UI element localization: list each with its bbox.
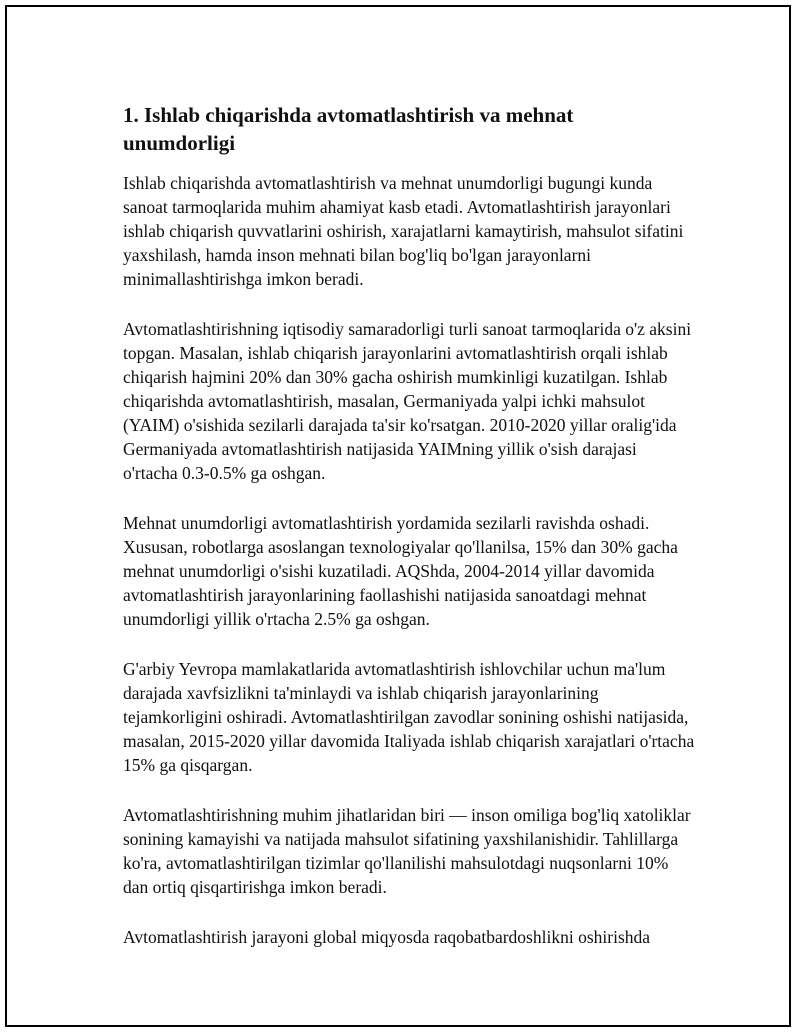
paragraph-3: Mehnat unumdorligi avtomatlashtirish yordamida sezilarli ravishda oshadi. Xususan, robotlarga asoslangan texnologiyalar qo'llanilsa, 15% dan 30% gacha mehnat unumdorligi o'sishi kuzatiladi. AQShda, 2004-2014 yillar davomida avtomatlashtirish jarayonlarining faollashishi natijasida sanoatdagi mehnat unumdorligi yillik o'rtacha 2.5% ga oshgan. bbox=[123, 513, 678, 629]
paragraph-2: Avtomatlashtirishning iqtisodiy samaradorligi turli sanoat tarmoqlarida o'z aksini topgan. Masalan, ishlab chiqarish jarayonlarini avtomatlashtirish orqali ishlab chiqarish hajmini 20% dan 30% gacha oshirish mumkinligi kuzatilgan. Ishlab chiqarishda avtomatlashtirish, masalan, Germaniyada yalpi ichki mahsulot (YAIM) o'sishida sezilarli darajada ta'sir ko'rsatgan. 2010-2020 yillar oralig'ida Germaniyada avtomatlashtirish natijasida YAIMning yillik o'sish darajasi o'rtacha 0.3-0.5% ga oshgan. bbox=[123, 319, 692, 483]
section-heading: 1. Ishlab chiqarishda avtomatlashtirish va mehnat unumdorligi bbox=[123, 103, 574, 155]
paragraph-6: Avtomatlashtirish jarayoni global miqyosda raqobatbardoshlikni oshirishda bbox=[123, 927, 651, 947]
paragraph-1: Ishlab chiqarishda avtomatlashtirish va mehnat unumdorligi bugungi kunda sanoat tarmoqlarida muhim ahamiyat kasb etadi. Avtomatlashtirish jarayonlari ishlab chiqarish quvvatlarini oshirish, xarajatlarni kamaytirish, mahsulot sifatini yaxshilash, hamda inson mehnati bilan bog'liq bo'lgan jarayonlarni minimallashtirishga imkon beradi. bbox=[123, 173, 684, 289]
paragraph-4: G'arbiy Yevropa mamlakatlarida avtomatlashtirish ishlovchilar uchun ma'lum darajada xavfsizlikni ta'minlaydi va ishlab chiqarish jarayonlarining tejamkorligini oshiradi. Avtomatlashtirilgan zavodlar sonining oshishi natijasida, masalan, 2015-2020 yillar davomida Italiyada ishlab chiqarish xarajatlari o'rtacha 15% ga qisqargan. bbox=[123, 659, 695, 775]
document-body bbox=[123, 101, 695, 975]
paragraph-5: Avtomatlashtirishning muhim jihatlaridan biri — inson omiliga bog'liq xatoliklar sonining kamayishi va natijada mahsulot sifatining yaxshilanishidir. Tahlillarga ko'ra, avtomatlashtirilgan tizimlar qo'llanilishi mahsulotdagi nuqsonlarni 10% dan ortiq qisqartirishga imkon beradi. bbox=[123, 805, 691, 897]
page-frame bbox=[5, 5, 791, 1027]
